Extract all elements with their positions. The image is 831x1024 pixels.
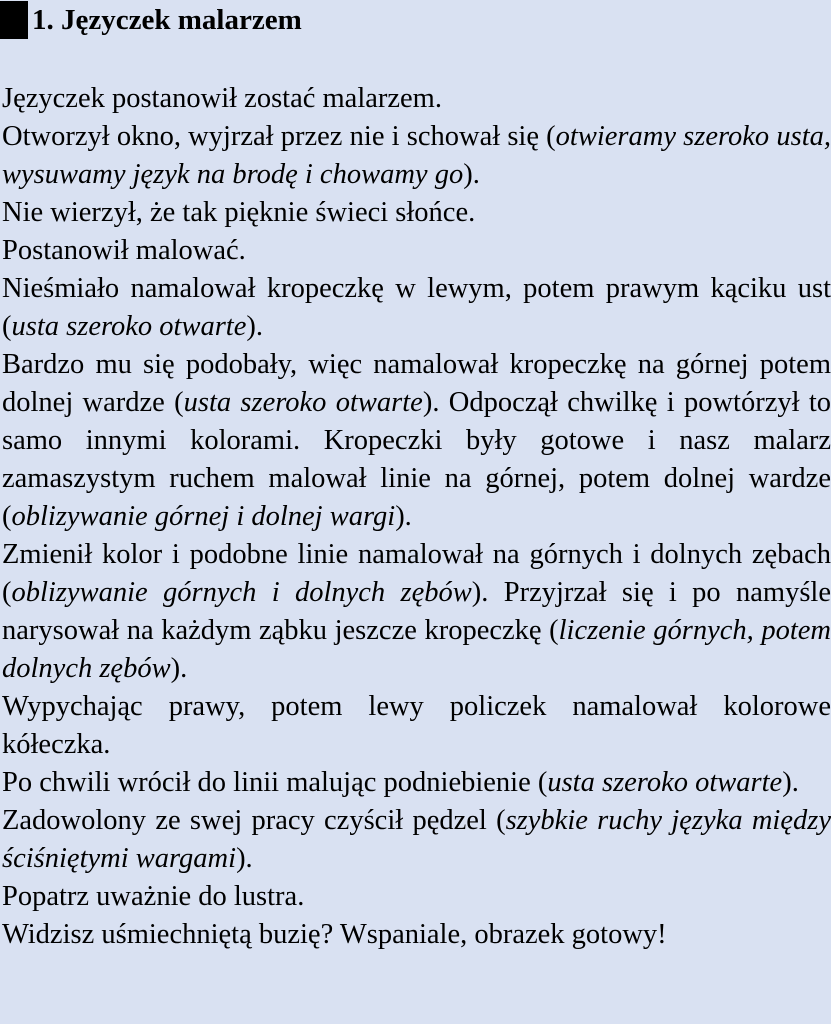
- narrative-text: ).: [246, 311, 263, 342]
- narrative-text: Języczek postanowił zostać malarzem.: [2, 83, 442, 114]
- instruction-text: szybkie ruchy języka między ściśniętymi wargami: [2, 805, 831, 874]
- instruction-text: otwieramy szeroko usta, wysuwamy język na brodę i chowamy go: [2, 121, 831, 190]
- narrative-text: Bardzo mu się podobały, więc namalował kropeczkę na górnej potem dolnej wardze (: [2, 349, 831, 418]
- story-paragraph: [2, 346, 831, 536]
- narrative-text: Zmienił kolor i podobne linie namalował na górnych i dolnych zębach (: [2, 539, 831, 608]
- narrative-text: Zadowolony ze swej pracy czyścił pędzel (: [2, 805, 506, 836]
- heading-marker-block: [0, 1, 28, 39]
- story-paragraph: [2, 194, 831, 232]
- story-text: [2, 80, 831, 954]
- instruction-text: oblizywanie górnej i dolnej wargi: [11, 501, 396, 532]
- narrative-text: ).: [395, 501, 412, 532]
- narrative-text: ).: [782, 767, 799, 798]
- story-paragraph: [2, 916, 831, 954]
- narrative-text: Otworzył okno, wyjrzał przez nie i schował się (: [2, 121, 556, 152]
- narrative-text: Nie wierzył, że tak pięknie świeci słońce.: [2, 197, 476, 228]
- narrative-text: Nieśmiało namalował kropeczkę w lewym, potem prawym kąciku ust (: [2, 273, 831, 342]
- story-paragraph: [2, 802, 831, 878]
- narrative-text: Popatrz uważnie do lustra.: [2, 881, 305, 912]
- heading-title: 1. Języczek malarzem: [32, 4, 302, 36]
- story-paragraph: [2, 878, 831, 916]
- narrative-text: ).: [463, 159, 480, 190]
- narrative-text: ).: [170, 653, 188, 684]
- instruction-text: usta szeroko otwarte: [547, 767, 783, 798]
- narrative-text: Widzisz uśmiechniętą buzię? Wspaniale, obrazek gotowy!: [2, 919, 667, 950]
- narrative-text: Po chwili wrócił do linii malując podniebienie (: [2, 767, 548, 798]
- story-paragraph: [2, 232, 831, 270]
- narrative-text: ). Odpoczął chwilkę i powtórzył to samo innymi kolorami. Kropeczki były gotowe i nasz malarz zamaszystym ruchem malował linie na górnej, potem dolnej wardze (: [2, 387, 831, 532]
- story-paragraph: [2, 80, 831, 118]
- story-paragraph: [2, 764, 831, 802]
- instruction-text: oblizywanie górnych i dolnych zębów: [11, 577, 472, 608]
- story-paragraph: [2, 118, 831, 194]
- story-paragraph: [2, 536, 831, 688]
- narrative-text: Postanowił malować.: [2, 235, 246, 266]
- narrative-text: ).: [236, 843, 253, 874]
- story-paragraph: [2, 688, 831, 764]
- narrative-text: Wypychając prawy, potem lewy policzek namalował kolorowe kółeczka.: [2, 691, 831, 760]
- story-paragraph: [2, 270, 831, 346]
- instruction-text: usta szeroko otwarte: [11, 311, 247, 342]
- instruction-text: usta szeroko otwarte: [183, 387, 423, 418]
- instruction-text: liczenie górnych, potem dolnych zębów: [2, 615, 831, 684]
- narrative-text: ). Przyjrzał się i po namyśle narysował na każdym ząbku jeszcze kropeczkę (: [2, 577, 831, 646]
- section-heading: [2, 0, 831, 40]
